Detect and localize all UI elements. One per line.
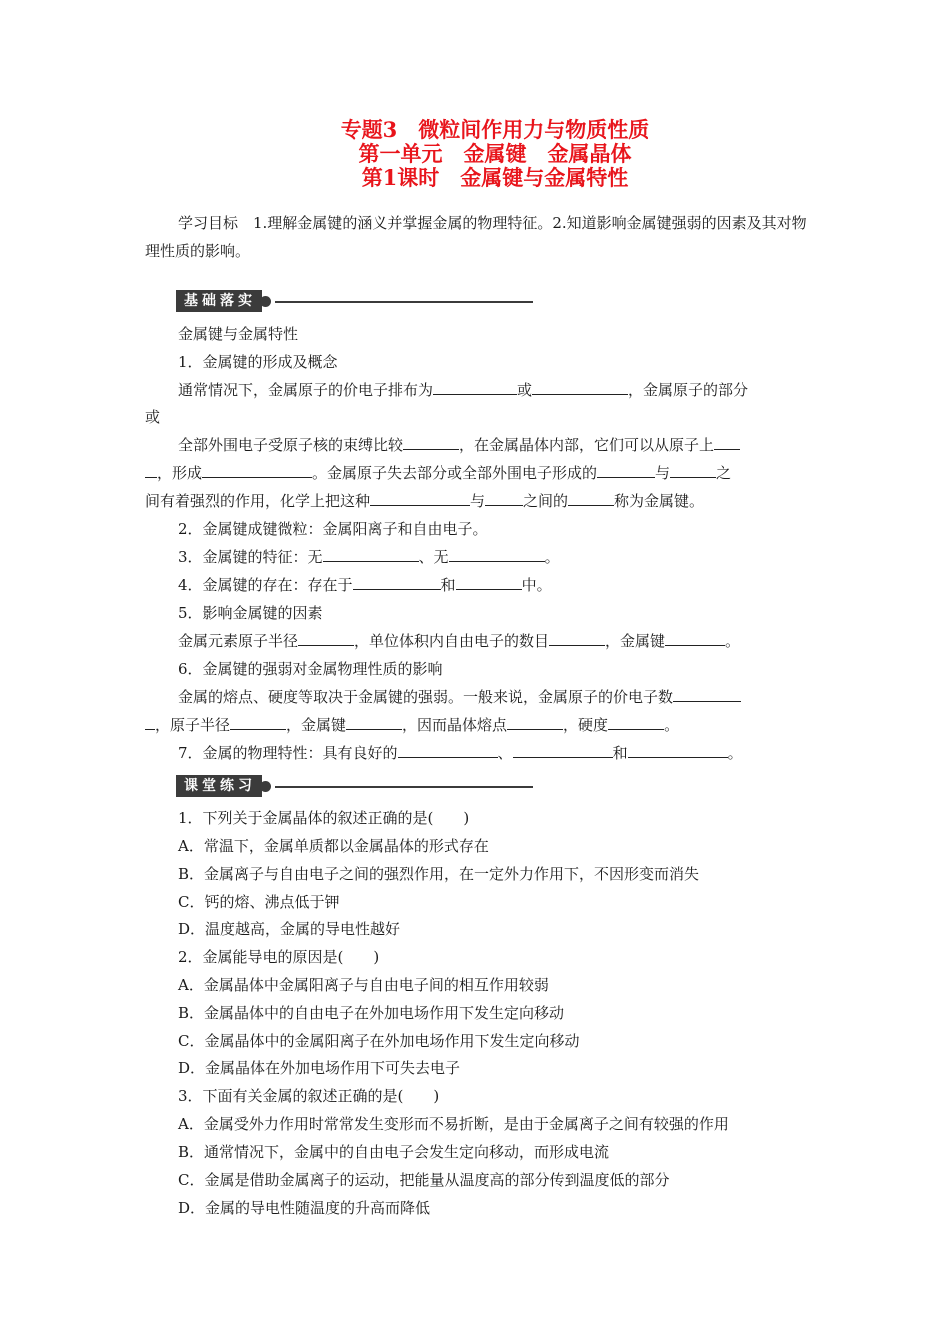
q3-option-a[interactable]: A．金属受外力作用时常常发生变形而不易折断，是由于金属离子之间有较强的作用 (178, 1115, 729, 1133)
fill-line-1 (178, 379, 748, 400)
q1-option-c[interactable]: C．钙的熔、沸点低于钾 (178, 893, 340, 911)
blank[interactable] (298, 630, 354, 646)
text: 或 (517, 381, 533, 399)
text: 4．金属键的存在：存在于 (178, 576, 353, 594)
item-1-title: 1．金属键的形成及概念 (178, 353, 338, 371)
q3-option-b[interactable]: B．通常情况下，金属中的自由电子会发生定向移动，而形成电流 (178, 1143, 610, 1161)
fill-line-4 (145, 490, 704, 511)
section-rule (275, 301, 533, 303)
question-3: 3．下面有关金属的叙述正确的是( ) (178, 1087, 440, 1105)
blank[interactable] (665, 630, 725, 646)
bullet-dot-icon (260, 781, 271, 792)
q3-option-c[interactable]: C．金属是借助金属离子的运动，把能量从温度高的部分传到温度低的部分 (178, 1171, 670, 1189)
blank[interactable] (714, 434, 740, 450)
text: 。 (727, 744, 743, 762)
text: 之间的 (523, 492, 569, 510)
text: ，硬度 (563, 716, 609, 734)
item-6-fill-1 (178, 686, 741, 707)
section-rule (275, 786, 533, 788)
text: 。 (725, 632, 741, 650)
blank[interactable] (532, 379, 628, 395)
text: 与 (655, 464, 671, 482)
q1-option-a[interactable]: A．常温下，金属单质都以金属晶体的形式存在 (178, 837, 489, 855)
fill-line-3 (145, 462, 731, 483)
q2-option-b[interactable]: B．金属晶体中的自由电子在外加电场作用下发生定向移动 (178, 1004, 565, 1022)
title-block (0, 118, 950, 190)
text: 通常情况下，金属原子的价电子排布为 (178, 381, 434, 399)
text: 全部外围电子受原子核的束缚比较 (178, 436, 404, 454)
blank[interactable] (549, 630, 605, 646)
blank[interactable] (398, 742, 498, 758)
item-4 (178, 574, 552, 595)
text: 金属的熔点、硬度等取决于金属键的强弱。一般来说，金属原子的价电子数 (178, 688, 674, 706)
section-header-basics (176, 291, 533, 311)
bullet-dot-icon (260, 296, 271, 307)
blank[interactable] (403, 434, 459, 450)
section-tag: 课堂练习 (176, 775, 262, 797)
blank[interactable] (568, 490, 614, 506)
text: 中。 (521, 576, 552, 594)
question-2: 2．金属能导电的原因是( ) (178, 948, 380, 966)
blank[interactable] (485, 490, 523, 506)
text: 3．金属键的特征：无 (178, 548, 323, 566)
blank[interactable] (370, 490, 470, 506)
blank[interactable] (230, 714, 286, 730)
title-line-3: 第1课时 金属键与金属特性 (361, 165, 629, 190)
blank[interactable] (323, 546, 419, 562)
fill-line-2 (178, 434, 740, 455)
blank[interactable] (433, 379, 517, 395)
blank[interactable] (670, 462, 716, 478)
item-5-fill (178, 630, 740, 651)
blank[interactable] (145, 462, 157, 478)
blank[interactable] (353, 574, 441, 590)
blank[interactable] (456, 574, 522, 590)
text: ，金属键 (286, 716, 347, 734)
blank[interactable] (513, 742, 613, 758)
text: 称为金属键。 (614, 492, 705, 510)
basics-heading: 金属键与金属特性 (178, 325, 299, 343)
text: ，单位体积内自由电子的数目 (354, 632, 550, 650)
blank[interactable] (145, 714, 155, 730)
text: ，金属原子的部分 (628, 381, 749, 399)
blank[interactable] (608, 714, 664, 730)
blank[interactable] (346, 714, 402, 730)
text: 和 (612, 744, 628, 762)
item-6-title: 6．金属键的强弱对金属物理性质的影响 (178, 660, 443, 678)
blank[interactable] (628, 742, 728, 758)
text: 。 (664, 716, 680, 734)
title-line-2: 第一单元 金属键 金属晶体 (358, 141, 632, 166)
blank[interactable] (597, 462, 655, 478)
text: ，金属键 (605, 632, 666, 650)
q1-option-b[interactable]: B．金属离子与自由电子之间的强烈作用，在一定外力作用下，不因形变而消失 (178, 865, 700, 883)
text: ，因而晶体熔点 (402, 716, 508, 734)
q2-option-c[interactable]: C．金属晶体中的金属阳离子在外加电场作用下发生定向移动 (178, 1032, 580, 1050)
section-tag: 基础落实 (176, 290, 262, 312)
text: 间有着强烈的作用，化学上把这种 (145, 492, 371, 510)
text: 金属元素原子半径 (178, 632, 299, 650)
blank[interactable] (673, 686, 741, 702)
fill-line-1-cont: 或 (145, 408, 161, 426)
q2-option-a[interactable]: A．金属晶体中金属阳离子与自由电子间的相互作用较弱 (178, 976, 549, 994)
item-6-fill-2 (145, 714, 679, 735)
text: 。 (544, 548, 560, 566)
blank[interactable] (449, 546, 545, 562)
text: ，原子半径 (155, 716, 231, 734)
learning-objectives: 学习目标 1.理解金属键的涵义并掌握金属的物理特征。2.知道影响金属键强弱的因素及其对物理性质的影响。 (145, 214, 807, 260)
item-2: 2．金属键成键微粒：金属阳离子和自由电子。 (178, 520, 488, 538)
item-3 (178, 546, 560, 567)
item-5-title: 5．影响金属键的因素 (178, 604, 323, 622)
text: ，形成 (157, 464, 203, 482)
text: 、无 (418, 548, 449, 566)
text: 。金属原子失去部分或全部外围电子形成的 (312, 464, 598, 482)
item-7 (178, 742, 743, 763)
q2-option-d[interactable]: D．金属晶体在外加电场作用下可失去电子 (178, 1059, 461, 1077)
text: 之 (716, 464, 732, 482)
text: 7．金属的物理特性：具有良好的 (178, 744, 398, 762)
blank[interactable] (507, 714, 563, 730)
text: 、 (497, 744, 513, 762)
text: 和 (440, 576, 456, 594)
question-1: 1．下列关于金属晶体的叙述正确的是( ) (178, 809, 470, 827)
q1-option-d[interactable]: D．温度越高，金属的导电性越好 (178, 920, 401, 938)
title-line-1: 专题3 微粒间作用力与物质性质 (340, 117, 650, 142)
text: ，在金属晶体内部，它们可以从原子上 (459, 436, 715, 454)
text: 与 (470, 492, 486, 510)
q3-option-d[interactable]: D．金属的导电性随温度的升高而降低 (178, 1199, 431, 1217)
blank[interactable] (202, 462, 312, 478)
section-header-practice (176, 776, 533, 796)
